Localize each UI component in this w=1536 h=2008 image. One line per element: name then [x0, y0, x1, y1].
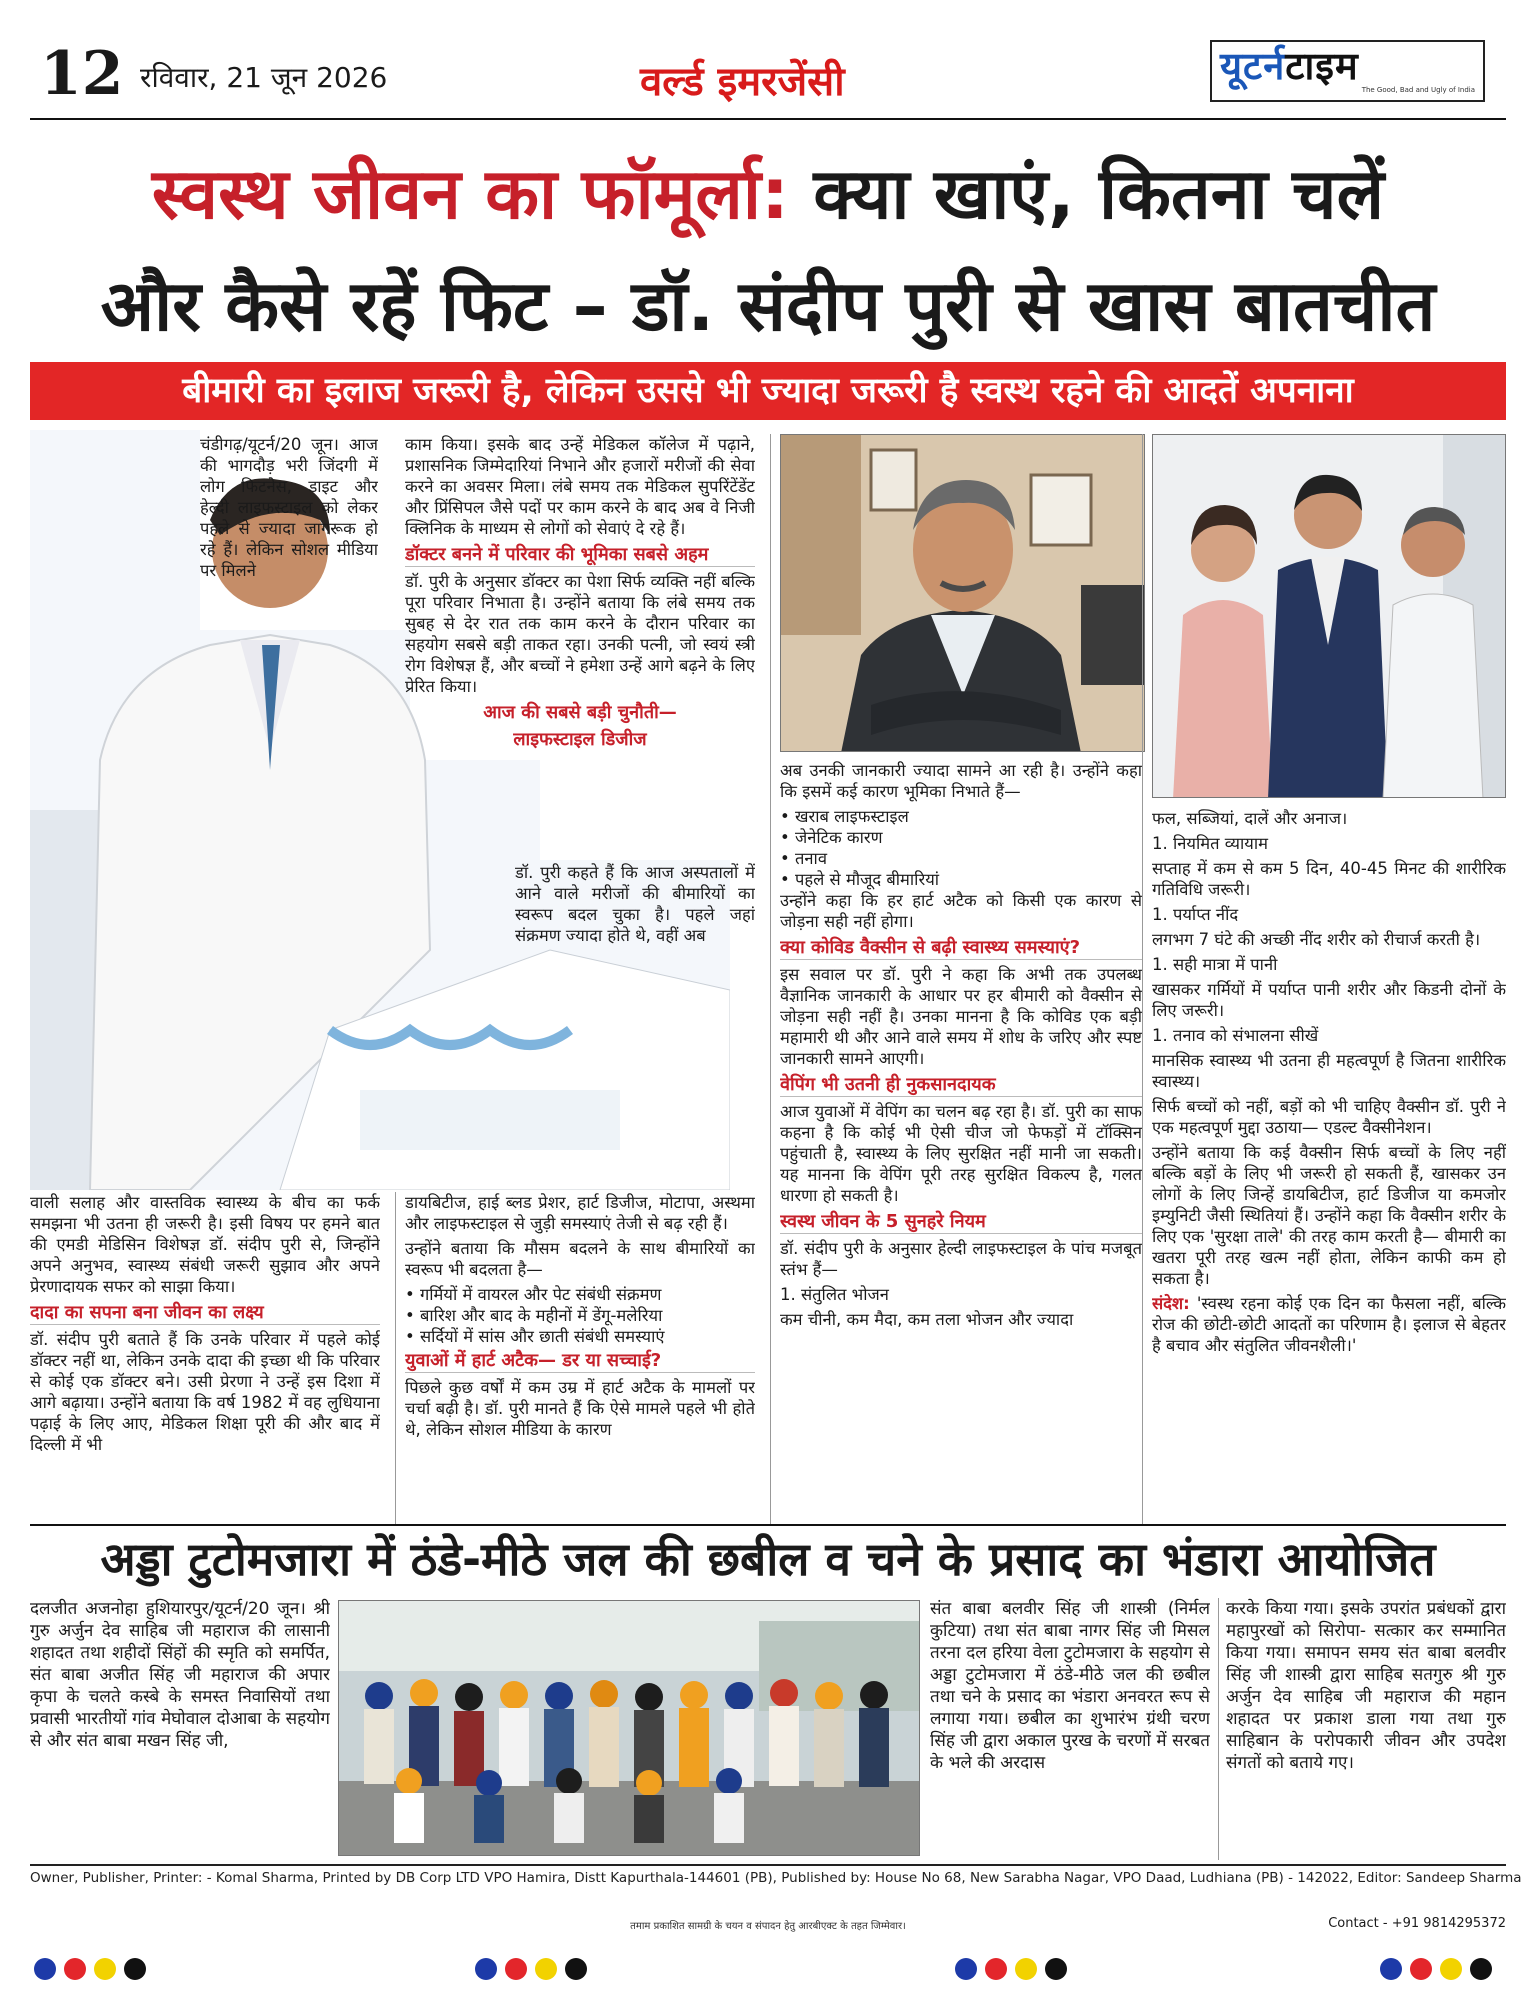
subheadline-banner: बीमारी का इलाज जरूरी है, लेकिन उससे भी ज्यादा जरूरी है स्वस्थ रहने की आदतें अपनाना — [30, 362, 1506, 420]
list-item: • गर्मियों में वायरल और पेट संबंधी संक्रमण — [405, 1284, 755, 1305]
registration-marks-center — [475, 1958, 595, 1984]
column-2-paragraph: पिछले कुछ वर्षों में कम उम्र में हार्ट अटैक के मामलों पर चर्चा बढ़ी है। डॉ. पुरी मानते हैं कि ऐसे मामले पहले भी होते थे, लेकिन सोशल मीडिया के कारण — [405, 1378, 755, 1439]
column-1-paragraph: डॉ. संदीप पुरी बताते हैं कि उनके परिवार में पहले कोई डॉक्टर नहीं था, लेकिन उनके दादा की इच्छा थी कि परिवार से कोई एक डॉक्टर बने। उसी प्रेरणा ने उन्हें इस दिशा में आगे बढ़ाया। उन्होंने बताया कि वर्ष 1982 में वह लुधियाना पढ़ाई के लिए आए, मेडिकल शिक्षा पूरी की और बाद में दिल्ली में भी — [30, 1330, 380, 1454]
reg-dot — [475, 1958, 497, 1980]
section-title: वर्ल्ड इमरजेंसी — [640, 59, 845, 105]
column-4-paragraph: 1. नियमित व्यायाम — [1152, 834, 1268, 853]
list-item: • बारिश और बाद के महीनों में डेंगू-मलेरिया — [405, 1305, 755, 1326]
column-3-paragraph: 1. संतुलित भोजन — [780, 1285, 889, 1304]
subheading: युवाओं में हार्ट अटैक— डर या सच्चाई? — [405, 1349, 755, 1373]
story-2-column-1 — [30, 1598, 330, 1860]
story-2-paragraph: दलजीत अजनोहा हुशियारपुर/यूटर्न/20 जून। श्री गुरु अर्जुन देव साहिब जी महाराज की लासानी शहादत तथा शहीदों सिंहों की स्मृति को समर्पित, संत बाबा अजीत सिंह जी महाराज की अपार कृपा के चलते कस्बे के समस्त निवासियों तथा प्रवासी भारतीयों गांव मेघोवाल दोआबा के सहयोग से और संत बाबा मखन सिंह जी, — [30, 1599, 330, 1751]
reg-dot — [1015, 1958, 1037, 1980]
heart-attack-causes-list — [780, 806, 1142, 890]
column-4-paragraph: सप्ताह में कम से कम 5 दिन, 40-45 मिनट की शारीरिक गतिविधि जरूरी। — [1152, 859, 1506, 899]
subheading: स्वस्थ जीवन के 5 सुनहरे नियम — [780, 1210, 1142, 1234]
subheading: वेपिंग भी उतनी ही नुकसानदायक — [780, 1073, 1142, 1097]
column-4-paragraph: फल, सब्जियां, दालें और अनाज। — [1152, 809, 1348, 828]
column-4-paragraph: मानसिक स्वास्थ्य भी उतना ही महत्वपूर्ण है जितना शारीरिक स्वास्थ्य। — [1152, 1051, 1506, 1091]
column-2-paragraph: उन्होंने बताया कि मौसम बदलने के साथ बीमारियों का स्वरूप भी बदलता है— — [405, 1239, 755, 1279]
reg-dot — [1410, 1958, 1432, 1980]
list-item: • सर्दियों में सांस और छाती संबंधी समस्याएं — [405, 1326, 755, 1347]
main-headline — [30, 138, 1506, 362]
headline-black-part: क्या खाएं, कितना चलें — [789, 153, 1385, 235]
column-2-paragraph: डॉ. पुरी के अनुसार डॉक्टर का पेशा सिर्फ व्यक्ति नहीं बल्कि पूरा परिवार निभाता है। उन्होंने बताया कि लंबे समय तक सुबह से देर रात तक काम करने के दौरान परिवार का सहयोग सबसे बड़ी ताकत रहा। उनकी पत्नी, जो स्वयं स्त्री रोग विशेषज्ञ हैं, और बच्चों ने हमेशा उन्हें आगे बढ़ने के लिए प्रेरित किया। — [405, 572, 755, 696]
column-3-paragraph: अब उनकी जानकारी ज्यादा सामने आ रही है। उन्होंने कहा कि इसमें कई कारण भूमिका निभाते हैं— — [780, 761, 1142, 801]
reg-dot — [565, 1958, 587, 1980]
reg-dot — [1470, 1958, 1492, 1980]
story-2-paragraph: संत बाबा बलवीर सिंह जी शास्त्री (निर्मल कुटिया) तथा संत बाबा नागर सिंह जी मिसल तरना दल हरिया वेला टुटोमजारा के सहयोग से अड्डा टुटोमजारा में ठंडे-मीठे जल की छबील तथा चने के प्रसाद का भंडारा अनवरत रूप से लगाया गया। छबील का शुभारंभ ग्रंथी चरण सिंह जी द्वारा अकाल पुरख के चरणों में सरबत के भले की अरदास — [930, 1599, 1210, 1773]
doctor-seated-photo — [780, 434, 1145, 752]
story-2-column-2 — [930, 1598, 1210, 1860]
column-4-paragraph: लगभग 7 घंटे की अच्छी नींद शरीर को रीचार्ज करती है। — [1152, 930, 1481, 949]
story-divider — [30, 1524, 1506, 1526]
article-column-2 — [405, 1192, 755, 1528]
headline-red-part: स्वस्थ जीवन का फॉमूर्ला: — [151, 153, 790, 235]
column-1-paragraph: चंडीगढ़/यूटर्न/20 जून। आज की भागदौड़ भरी जिंदगी में लोग फिटनेस, डाइट और हेल्दी लाइफस्टाइल को लेकर पहले से ज्यादा जागरूक हो रहे हैं। लेकिन सोशल मीडिया पर मिलने — [200, 435, 378, 580]
newspaper-logo — [1210, 40, 1485, 102]
column-3-paragraph: कम चीनी, कम मैदा, कम तला भोजन और ज्यादा — [780, 1310, 1074, 1329]
subheading: दादा का सपना बना जीवन का लक्ष्य — [30, 1301, 380, 1325]
message-label: संदेश: — [1152, 1294, 1190, 1313]
season-illness-list — [405, 1284, 755, 1347]
sangat-group-illustration — [339, 1601, 920, 1856]
reg-dot — [1440, 1958, 1462, 1980]
column-4-paragraph: उन्होंने बताया कि कई वैक्सीन सिर्फ बच्चों के लिए नहीं बल्कि बड़ों के लिए भी जरूरी हो सकती हैं, खासकर उन लोगों के लिए जिन्हें डायबिटीज, हार्ट डिजीज या कमजोर इम्युनिटी जैसी स्थितियां हैं। उन्होंने कहा कि वैक्सीन शरीर के लिए एक 'सुरक्षा ताले' की तरह काम करती है— बीमारी का खतरा पूरी तरह खत्म नहीं होता, लेकिन काफी कम हो सकता है। — [1152, 1143, 1506, 1288]
column-divider — [395, 1192, 396, 1526]
reg-dot — [124, 1958, 146, 1980]
reg-dot — [985, 1958, 1007, 1980]
reg-dot — [94, 1958, 116, 1980]
story-2-paragraph: करके किया गया। इसके उपरांत प्रबंधकों द्वारा महापुरखों को सिरोपा- सत्कार कर सम्मानित किया गया। समापन समय संत बाबा बलवीर सिंह जी शास्त्री द्वारा साहिब सतगुरु श्री गुरु अर्जुन देव साहिब जी महाराज की महान शहादत पर प्रकाश डाला गया तथा गुरु साहिबान के परोपकारी जीवन और उपदेश संगतों को बताये गए। — [1226, 1599, 1506, 1773]
imprint-footer — [30, 1864, 1522, 1944]
issue-date: रविवार, 21 जून 2026 — [140, 61, 388, 94]
column-2-paragraph: काम किया। इसके बाद उन्हें मेडिकल कॉलेज में पढ़ाने, प्रशासनिक जिम्मेदारियां निभाने और हजारों मरीजों की सेवा करने का अवसर मिला। लंबे समय तक मेडिकल सुपरिंटेंडेंट और प्रिंसिपल जैसे पदों पर काम करने के बाद अब वे निजी क्लिनिक के माध्यम से लोगों को सेवाएं दे रहे हैं। — [405, 435, 755, 538]
list-item: • तनाव — [780, 848, 1142, 869]
list-item: • पहले से मौजूद बीमारियां — [780, 869, 1142, 890]
responsibility-note: तमाम प्रकाशित सामग्री के चयन व संपादन हेतु आरबीएक्ट के तहत जिम्मेवार। — [630, 1921, 906, 1932]
column-3-paragraph: आज युवाओं में वेपिंग का चलन बढ़ रहा है। डॉ. पुरी का साफ कहना है कि कोई भी ऐसी चीज जो फेफड़ों में टॉक्सिन पहुंचाती है, स्वास्थ्य के लिए सुरक्षित नहीं मानी जा सकती। यह मानना कि वेपिंग पूरी तरह सुरक्षित विकल्प है, गलत धारणा हो सकती है। — [780, 1102, 1142, 1205]
column-4-paragraph: 1. तनाव को संभालना सीखें — [1152, 1026, 1319, 1045]
reg-dot — [505, 1958, 527, 1980]
subheading: आज की सबसे बड़ी चुनौती— — [483, 702, 677, 723]
column-divider — [1142, 434, 1143, 1526]
column-3-paragraph: इस सवाल पर डॉ. पुरी ने कहा कि अभी तक उपलब्ध वैज्ञानिक जानकारी के आधार पर हर बीमारी को वैक्सीन से जोड़ना सही नहीं है। उनका मानना है कि कोविड एक बड़ी महामारी थी और आने वाले समय में शोध के जरिए और स्पष्ट जानकारी सामने आएगी। — [780, 965, 1142, 1068]
registration-marks-left — [34, 1958, 154, 1984]
column-4-paragraph: 1. सही मात्रा में पानी — [1152, 955, 1278, 974]
registration-marks-right — [1380, 1958, 1500, 1984]
column-divider — [1218, 1598, 1219, 1860]
logo-part-a: यूटर्न — [1220, 44, 1286, 88]
column-4-paragraph: खासकर गर्मियों में पर्याप्त पानी शरीर और किडनी दोनों के लिए जरूरी। — [1152, 980, 1506, 1020]
column-2-paragraph: डॉ. पुरी कहते हैं कि आज अस्पतालों में आने वाले मरीजों की बीमारियों का स्वरूप बदल चुका है। पहले जहां संक्रमण ज्यादा होते थे, वहीं अब — [515, 863, 755, 945]
article-column-2-top — [405, 434, 755, 854]
article-column-1-top — [200, 434, 378, 629]
reg-dot — [1380, 1958, 1402, 1980]
reg-dot — [64, 1958, 86, 1980]
sangat-group-photo — [338, 1600, 920, 1856]
message-text: 'स्वस्थ रहना कोई एक दिन का फैसला नहीं, बल्कि रोज की छोटी-छोटी आदतों का परिणाम है। इलाज से बेहतर है बचाव और संतुलित जीवनशैली।' — [1152, 1294, 1506, 1355]
article-column-1 — [30, 1192, 380, 1528]
masthead-divider — [30, 118, 1506, 120]
column-4-paragraph: 1. पर्याप्त नींद — [1152, 905, 1239, 924]
group-photo — [1152, 434, 1506, 798]
group-photo-illustration — [1153, 435, 1506, 798]
article-column-3 — [780, 760, 1142, 1530]
message-box — [1152, 1293, 1506, 1356]
column-4-paragraph: सिर्फ बच्चों को नहीं, बड़ों को भी चाहिए वैक्सीन डॉ. पुरी ने एक महत्वपूर्ण मुद्दा उठाया— एडल्ट वैक्सीनेशन। — [1152, 1097, 1506, 1137]
column-3-paragraph: उन्होंने कहा कि हर हार्ट अटैक को किसी एक कारण से जोड़ना सही नहीं होगा। — [780, 891, 1142, 931]
story-2-headline: अड्डा टुटोमजारा में ठंडे-मीठे जल की छबील व चने के प्रसाद का भंडारा आयोजित — [100, 1532, 1436, 1586]
logo-tagline: The Good, Bad and Ugly of India — [1361, 86, 1475, 94]
article-column-4 — [1152, 808, 1506, 1530]
registration-marks-center-right — [955, 1958, 1075, 1984]
reg-dot — [955, 1958, 977, 1980]
column-1-paragraph: वाली सलाह और वास्तविक स्वास्थ्य के बीच का फर्क समझना भी उतना ही जरूरी है। इसी विषय पर हमने बात की एमडी मेडिसिन विशेषज्ञ डॉ. संदीप पुरी से, जिन्होंने अपने अनुभव, स्वास्थ्य संबंधी जरूरी सुझाव और अपने प्रेरणादायक सफर को साझा किया। — [30, 1193, 380, 1296]
imprint-line: Owner, Publisher, Printer: - Komal Sharma, Printed by DB Corp LTD VPO Hamira, Distt Kapurthala-144601 (PB), Published by: House No 68, New Sarabha Nagar, VPO Daad, Ludhiana (PB) - 142022, Editor: Sandeep Sharma — [30, 1870, 1522, 1886]
subheading: क्या कोविड वैक्सीन से बढ़ी स्वास्थ्य समस्याएं? — [780, 936, 1142, 960]
subheading: लाइफस्टाइल डिजीज — [513, 729, 647, 750]
reg-dot — [1045, 1958, 1067, 1980]
column-3-paragraph: डॉ. संदीप पुरी के अनुसार हेल्दी लाइफस्टाइल के पांच मजबूत स्तंभ हैं— — [780, 1239, 1142, 1279]
reg-dot — [535, 1958, 557, 1980]
article-column-2-mid — [515, 862, 755, 1048]
story-2-column-3 — [1226, 1598, 1506, 1860]
list-item: • खराब लाइफस्टाइल — [780, 806, 1142, 827]
reg-dot — [34, 1958, 56, 1980]
subheading: डॉक्टर बनने में परिवार की भूमिका सबसे अहम — [405, 543, 755, 567]
doctor-seated-illustration — [781, 435, 1145, 752]
headline-line-2: और कैसे रहें फिट – डॉ. संदीप पुरी से खास बातचीत — [100, 265, 1436, 347]
logo-part-b: टाइम — [1285, 44, 1359, 88]
list-item: • जेनेटिक कारण — [780, 827, 1142, 848]
page-number: 12 — [40, 39, 124, 109]
column-divider — [770, 434, 771, 1526]
contact-number: Contact - +91 9814295372 — [1328, 1916, 1506, 1931]
column-2-paragraph: डायबिटीज, हाई ब्लड प्रेशर, हार्ट डिजीज, मोटापा, अस्थमा और लाइफस्टाइल से जुड़ी समस्याएं तेजी से बढ़ रही हैं। — [405, 1193, 755, 1233]
